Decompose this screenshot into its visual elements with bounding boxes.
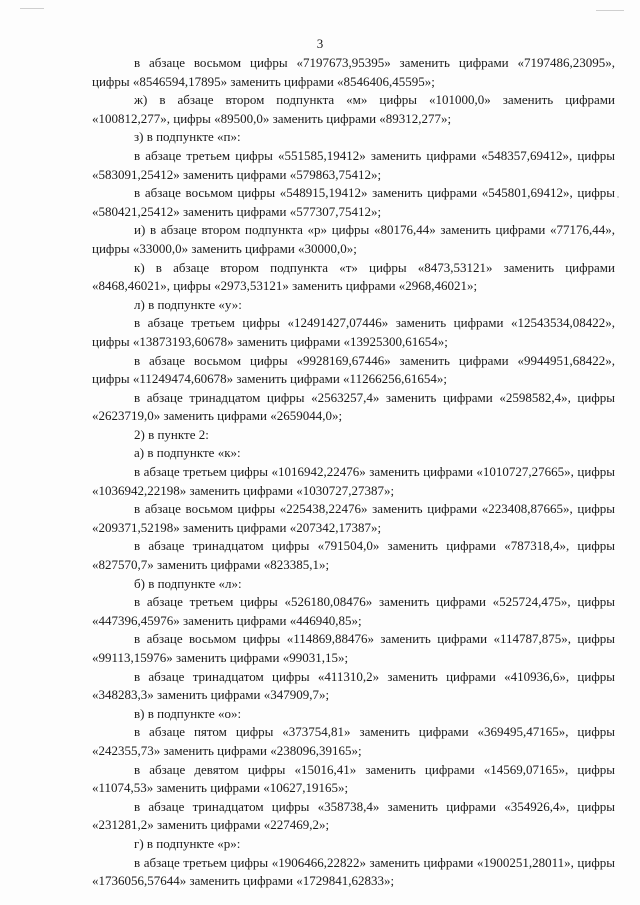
page-number: 3 — [316, 36, 324, 51]
paragraph: б) в подпункте «л»: — [134, 575, 242, 591]
paragraph: в) в подпункте «о»: — [134, 705, 242, 721]
paragraph: в абзаце восьмом цифры «548915,19412» заменить цифрами «545801,69412», цифры «580421,25412» заменить цифрами «577307,75412»; — [92, 185, 615, 219]
paragraph: л) в подпункте «у»: — [134, 296, 242, 312]
scan-artifact-top-right — [596, 10, 624, 11]
paragraph: а) в подпункте «к»: — [134, 445, 241, 461]
paragraph: в абзаце третьем цифры «1906466,22822» заменить цифрами «1900251,28011», цифры «1736056,57644» заменить цифрами «1729841,62833»; — [92, 854, 615, 889]
paragraph: 2) в пункте 2: — [134, 426, 209, 442]
paragraph: в абзаце тринадцатом цифры «2563257,4» заменить цифрами «2598582,4», цифры «2623719,0» заменить цифрами «2659044,0»; — [92, 389, 615, 424]
paragraph: в абзаце пятом цифры «373754,81» заменить цифрами «369495,47165», цифры «242355,73» заменить цифрами «238096,39165»; — [92, 724, 615, 758]
paragraph: в абзаце девятом цифры «15016,41» заменить цифрами «14569,07165», цифры «11074,53» заменить цифрами «10627,19165»; — [92, 761, 615, 796]
document-body — [92, 54, 615, 891]
paragraph: в абзаце тринадцатом цифры «791504,0» заменить цифрами «787318,4», цифры «827570,7» заменить цифрами «823385,1»; — [92, 538, 615, 573]
scan-artifact-dot — [617, 196, 619, 198]
paragraph: и) в абзаце втором подпункта «р» цифры «80176,44» заменить цифрами «77176,44», цифры «33000,0» заменить цифрами «30000,0»; — [92, 222, 615, 256]
paragraph: в абзаце тринадцатом цифры «358738,4» заменить цифрами «354926,4», цифры «231281,2» заменить цифрами «227469,2»; — [92, 798, 615, 833]
paragraph: в абзаце третьем цифры «551585,19412» заменить цифрами «548357,69412», цифры «583091,25412» заменить цифрами «579863,75412»; — [92, 147, 615, 182]
paragraph: з) в подпункте «п»: — [134, 129, 241, 145]
paragraph: г) в подпункте «р»: — [134, 835, 241, 851]
scan-artifact-top-left — [20, 8, 44, 9]
paragraph: в абзаце восьмом цифры «225438,22476» заменить цифрами «223408,87665», цифры «209371,52198» заменить цифрами «207342,17387»; — [92, 501, 615, 535]
paragraph: ж) в абзаце втором подпункта «м» цифры «101000,0» заменить цифрами «100812,277», цифры «89500,0» заменить цифрами «89312,277»; — [92, 92, 615, 126]
paragraph: в абзаце третьем цифры «526180,08476» заменить цифрами «525724,475», цифры «447396,45976» заменить цифрами «446940,85»; — [92, 594, 615, 628]
paragraph: в абзаце восьмом цифры «9928169,67446» заменить цифрами «9944951,68422», цифры «11249474,60678» заменить цифрами «11266256,61654»; — [92, 352, 615, 387]
paragraph: в абзаце восьмом цифры «7197673,95395» заменить цифрами «7197486,23095», цифры «8546594,17895» заменить цифрами «8546406,45595»; — [92, 55, 615, 89]
paragraph: в абзаце третьем цифры «1016942,22476» заменить цифрами «1010727,27665», цифры «1036942,22198» заменить цифрами «1030727,27387»; — [92, 464, 615, 498]
paragraph: в абзаце тринадцатом цифры «411310,2» заменить цифрами «410936,6», цифры «348283,3» заменить цифрами «347909,7»; — [92, 668, 615, 703]
paragraph: в абзаце восьмом цифры «114869,88476» заменить цифрами «114787,875», цифры «99113,15976» заменить цифрами «99031,15»; — [92, 631, 615, 665]
paragraph: в абзаце третьем цифры «12491427,07446» заменить цифрами «12543534,08422», цифры «13873193,60678» заменить цифрами «13925300,61654»; — [92, 315, 615, 349]
paragraph: к) в абзаце втором подпункта «т» цифры «8473,53121» заменить цифрами «8468,46021», цифры «2973,53121» заменить цифрами «2968,46021»; — [92, 259, 615, 294]
